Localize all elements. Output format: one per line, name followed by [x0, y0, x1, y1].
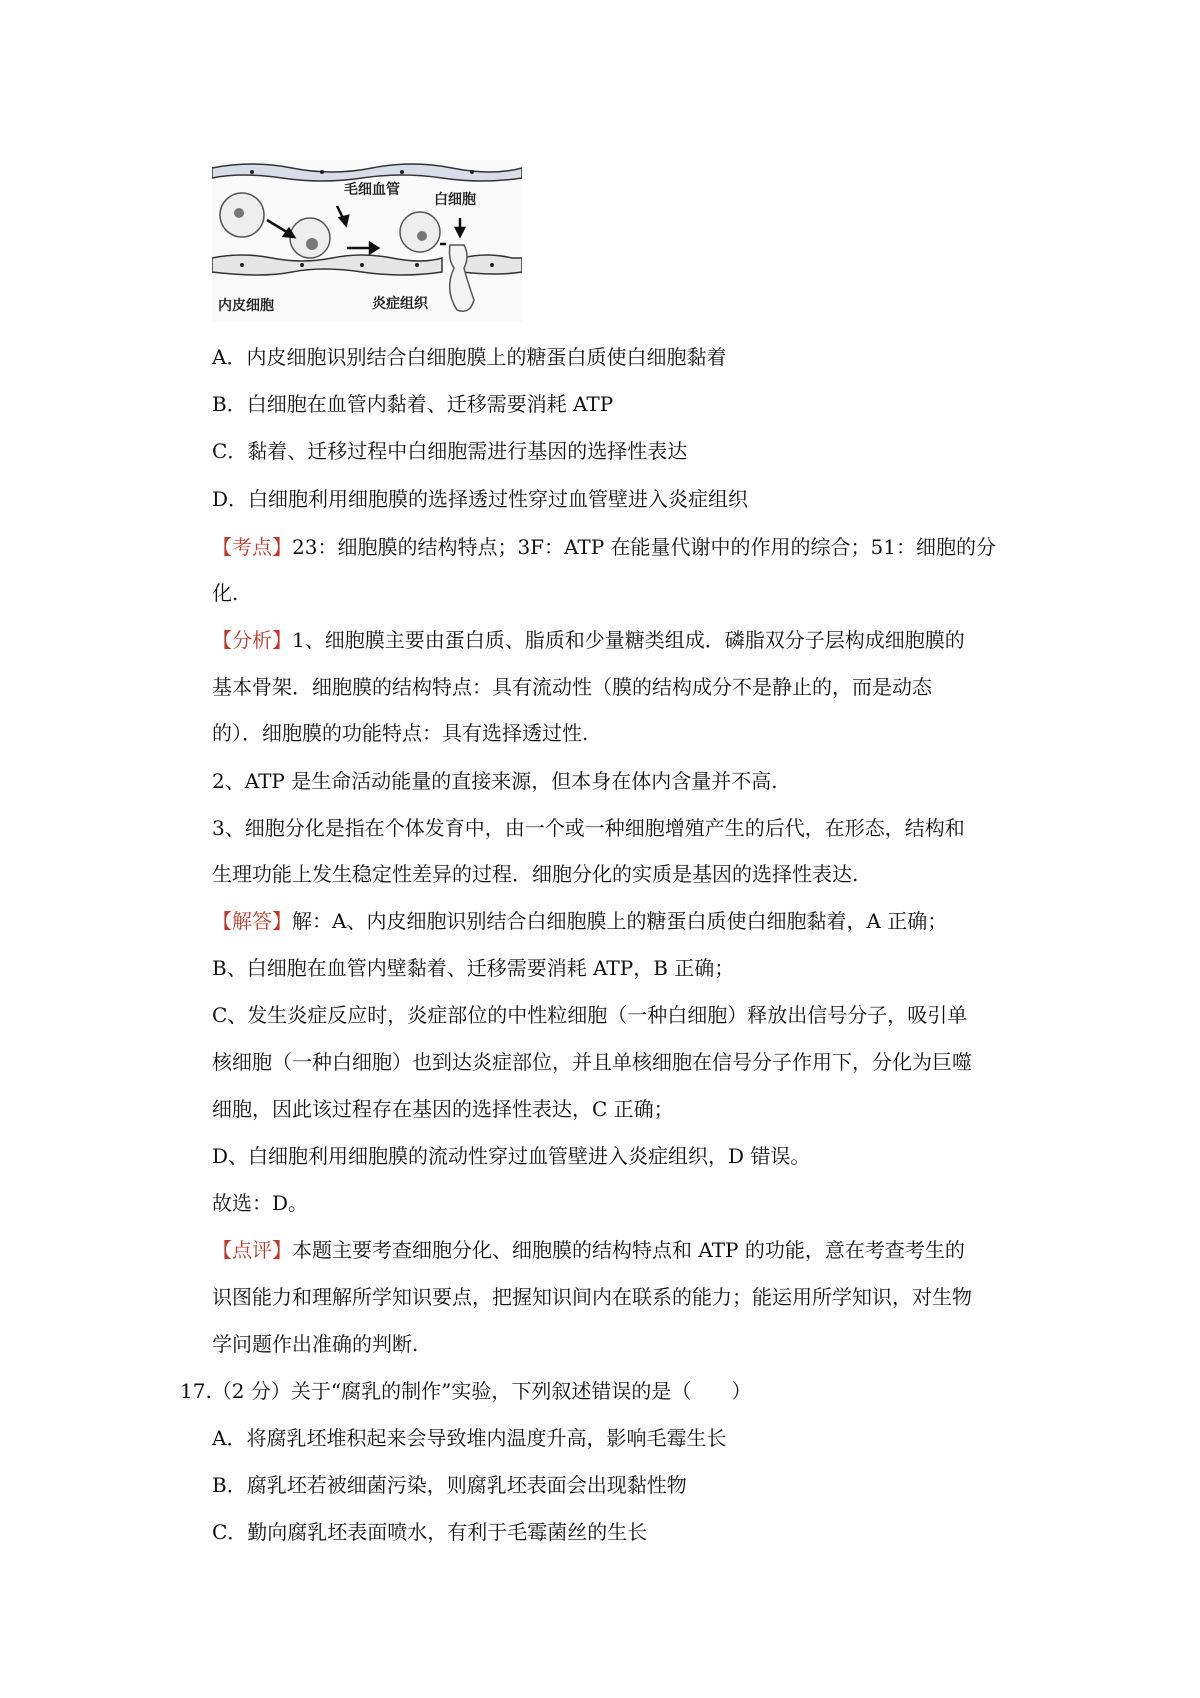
fenxi-line1: 【分析】1、细胞膜主要由蛋白质、脂质和少量糖类组成．磷脂双分子层构成细胞膜的: [212, 628, 965, 652]
q16-option-d: D．白细胞利用细胞膜的选择透过性穿过血管壁进入炎症组织: [212, 487, 749, 511]
fenxi-tag: 【分析】: [212, 628, 292, 652]
jieda-line4: 核细胞（一种白细胞）也到达炎症部位，并且单核细胞在信号分子作用下，分化为巨噬: [212, 1050, 972, 1074]
dianping-line3: 学问题作出准确的判断.: [212, 1332, 419, 1356]
q17-stem: 17.（2 分）关于“腐乳的制作”实验，下列叙述错误的是（ ）: [180, 1379, 752, 1403]
jieda-line1: 【解答】解：A、内皮细胞识别结合白细胞膜上的糖蛋白质使白细胞黏着，A 正确；: [212, 909, 948, 933]
fenxi-line2: 基本骨架．细胞膜的结构特点：具有流动性（膜的结构成分不是静止的，而是动态: [212, 675, 932, 699]
label-leukocyte: 白细胞: [434, 192, 476, 208]
dianping-tag: 【点评】: [212, 1238, 292, 1262]
kaodian-line2: 化.: [212, 581, 239, 605]
label-inflammation: 炎症组织: [372, 296, 428, 312]
fenxi-line4: 2、ATP 是生命活动能量的直接来源，但本身在体内含量并不高.: [212, 769, 778, 793]
q16-option-c: C．黏着、迁移过程中白细胞需进行基因的选择性表达: [212, 439, 688, 463]
fenxi-line5: 3、细胞分化是指在个体发育中，由一个或一种细胞增殖产生的后代，在形态，结构和: [212, 816, 965, 840]
label-endothelial: 内皮细胞: [218, 298, 274, 314]
dianping-line2: 识图能力和理解所学知识要点，把握知识间内在联系的能力；能运用所学知识，对生物: [212, 1285, 972, 1309]
q17-option-c: C．勤向腐乳坯表面喷水，有利于毛霉菌丝的生长: [212, 1520, 648, 1544]
fenxi-line3: 的）．细胞膜的功能特点：具有选择透过性.: [212, 721, 589, 745]
jieda-line2: B、白细胞在血管内壁黏着、迁移需要消耗 ATP，B 正确；: [212, 956, 735, 980]
jieda-line6: D、白细胞利用细胞膜的流动性穿过血管壁进入炎症组织，D 错误。: [212, 1144, 811, 1168]
dianping-line1: 【点评】本题主要考查细胞分化、细胞膜的结构特点和 ATP 的功能，意在考查考生的: [212, 1238, 965, 1262]
jieda-line5: 细胞，因此该过程存在基因的选择性表达，C 正确；: [212, 1097, 674, 1121]
q17-option-b: B．腐乳坯若被细菌污染，则腐乳坯表面会出现黏性物: [212, 1473, 687, 1497]
q17-option-a: A．将腐乳坯堆积起来会导致堆内温度升高，影响毛霉生长: [212, 1426, 727, 1450]
label-capillary: 毛细血管: [344, 182, 400, 198]
q16-option-b: B．白细胞在血管内黏着、迁移需要消耗 ATP: [212, 392, 614, 416]
kaodian-tag: 【考点】: [212, 535, 292, 559]
fenxi-line6: 生理功能上发生稳定性差异的过程．细胞分化的实质是基因的选择性表达.: [212, 862, 859, 886]
leukocyte-migration-figure: [212, 160, 522, 322]
kaodian-line1: 【考点】23：细胞膜的结构特点；3F：ATP 在能量代谢中的作用的综合；51：细胞的分: [212, 535, 997, 559]
q16-option-a: A．内皮细胞识别结合白细胞膜上的糖蛋白质使白细胞黏着: [212, 345, 727, 369]
jieda-tag: 【解答】: [212, 909, 292, 933]
jieda-line7: 故选：D。: [212, 1191, 309, 1215]
jieda-line3: C、发生炎症反应时，炎症部位的中性粒细胞（一种白细胞）释放出信号分子，吸引单: [212, 1003, 968, 1027]
